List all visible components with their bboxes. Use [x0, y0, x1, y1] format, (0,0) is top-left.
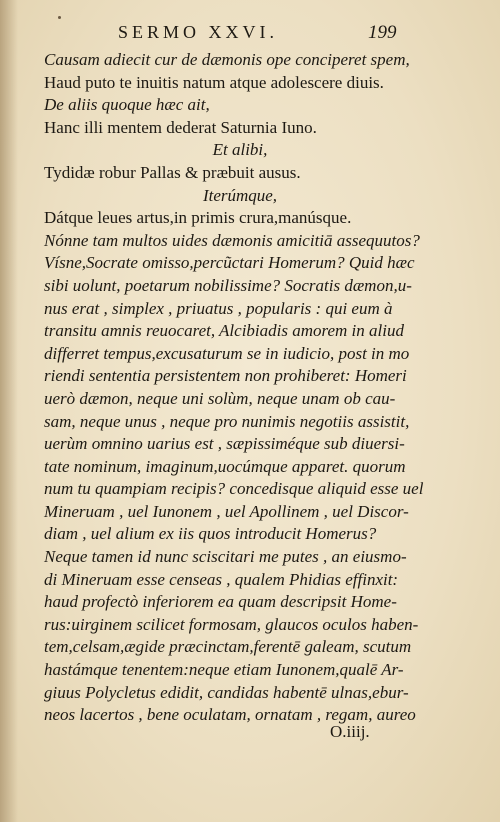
text-line: De aliis quoque hæc ait,: [44, 95, 210, 115]
text-line: haud profectò inferiorem ea quam descripsit Home-: [44, 592, 397, 612]
text-line: nus erat , simplex , priuatus , popularis : qui eum à: [44, 298, 393, 318]
text-line: uerò dæmon, neque uni solùm, neque unam ob cau-: [44, 388, 396, 408]
text-line: Tydidæ robur Pallas & præbuit ausus.: [44, 162, 301, 182]
text-line: diam , uel alium ex iis quos introducit Homerus?: [44, 524, 377, 544]
text-line: hastámque tenentem:neque etiam Iunonem,qualē Ar-: [44, 660, 404, 680]
text-line: Nónne tam multos uides dæmonis amicitiā assequutos?: [44, 230, 420, 250]
text-line: neos lacertos , bene oculatam, ornatam , regam, aureo: [44, 705, 416, 725]
text-line: Neque tamen id nunc sciscitari me putes , an eiusmo-: [44, 547, 407, 567]
text-line: Iterúmque,: [202, 185, 278, 205]
catchword-signature: O.iiij.: [330, 722, 370, 741]
text-line: transitu amnis reuocaret, Alcibiadis amorem in aliud: [44, 321, 404, 341]
text-line: riendi sententia persistentem non prohiberet: Homeri: [44, 366, 407, 386]
text-line: sam, neque unus , neque pro nunimis negotiis assistit,: [44, 411, 410, 431]
running-head: [0, 22, 500, 46]
text-line: differret tempus,excusaturum se in iudicio, post in mo: [44, 343, 410, 363]
text-line: Vísne,Socrate omisso,percũctari Homerum? Quid hæc: [44, 253, 415, 273]
text-line: Hanc illi mentem dederat Saturnia Iuno.: [44, 117, 317, 137]
text-line: rus:uirginem scilicet formosam, glaucos oculos haben-: [44, 614, 419, 634]
text-line: num tu quampiam recipis? concedisque aliquid esse uel: [44, 479, 424, 499]
text-line: di Mineruam esse censeas , qualem Phidias effinxit:: [44, 569, 399, 589]
ink-speck: [58, 16, 61, 19]
page-number: 199: [368, 22, 397, 43]
text-line: sibi uolunt, poetarum nobilissime? Socratis dæmon,u-: [44, 275, 412, 295]
text-line: giuus Polycletus edidit, candidas habentē ulnas,ebur-: [44, 682, 409, 702]
text-block: [44, 49, 436, 727]
text-line: Causam adiecit cur de dæmonis ope conciperet spem,: [44, 50, 410, 69]
text-line: Dátque leues artus,in primis crura,manúsque.: [44, 208, 352, 228]
text-line: Et alibi,: [212, 140, 268, 160]
text-line: Haud puto te inuitis natum atque adolescere diuis.: [44, 72, 384, 92]
running-title: SERMO XXVI.: [118, 22, 279, 42]
text-line: Mineruam , uel Iunonem , uel Apollinem , uel Discor-: [44, 501, 409, 521]
text-line: tate nominum, imaginum,uocúmque apparet. quorum: [44, 456, 406, 476]
text-line: tem,celsam,ægide præcinctam,ferentē galeam, scutum: [44, 637, 412, 657]
text-line: uerùm omnino uarius est , sæpissiméque sub diuersi-: [44, 434, 405, 454]
